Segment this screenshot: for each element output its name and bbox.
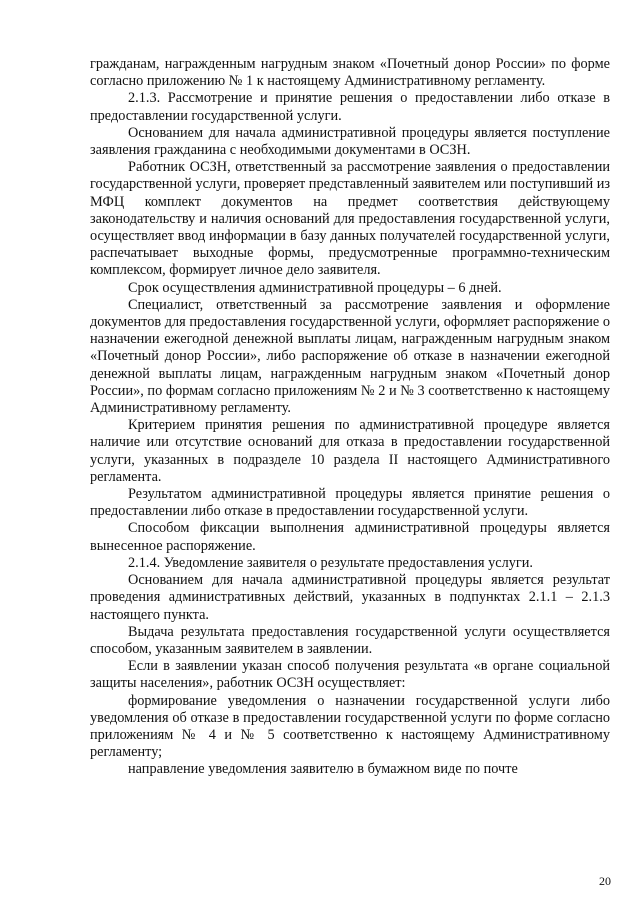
paragraph-13: Если в заявлении указан способ получения результата «в органе социальной защиты населения», работник ОСЗН осуществляет:	[90, 658, 610, 692]
paragraph-14: формирование уведомления о назначении государственной услуги либо уведомления об отказе в предоставлении государственной услуги по форме согласно приложениям № 4 и № 5 соответственно к настоящему Административному регламенту;	[90, 692, 610, 761]
page-number: 20	[599, 874, 611, 888]
paragraph-12: Выдача результата предоставления государственной услуги осуществляется способом, указанным заявителем в заявлении.	[90, 623, 610, 657]
paragraph-15: направление уведомления заявителю в бумажном виде по почте	[128, 761, 518, 778]
paragraph-7: Критерием принятия решения по административной процедуре является наличие или отсутствие оснований для отказа в предоставлении государственной услуги, указанных в подразделе 10 раздела II настоящего Административного регламента.	[90, 417, 610, 485]
paragraph-6: Специалист, ответственный за рассмотрение заявления и оформление документов для предоставления государственной услуги, оформляет распоряжение о назначении ежегодной денежной выплаты лицам, награжденным нагрудным знаком «Почетный донор России», либо распоряжение об отказе в назначении ежегодной денежной выплаты лицам, награжденным нагрудным знаком «Почетный донор России», по формам согласно приложениям № 2 и № 3 соответственно к настоящему Административному регламенту.	[90, 296, 610, 417]
paragraph-4: Работник ОСЗН, ответственный за рассмотрение заявления о предоставлении государственной услуги, проверяет представленный заявителем или поступивший из МФЦ комплект документов на предмет соответствия действующему законодательству и наличия оснований для предоставления государственной услуги, осуществляет ввод информации в базу данных получателей государственной услуги, распечатывает выходные формы, предусмотренные программно-техническим комплексом, формирует личное дело заявителя.	[90, 159, 610, 279]
document-body	[90, 56, 610, 779]
paragraph-8: Результатом административной процедуры является принятие решения о предоставлении либо отказе в предоставлении государственной услуги.	[90, 486, 610, 520]
paragraph-3: Основанием для начала административной процедуры является поступление заявления гражданина с необходимыми документами в ОСЗН.	[90, 124, 610, 159]
paragraph-11: Основанием для начала административной процедуры является результат проведения административных действий, указанных в подпунктах 2.1.1 – 2.1.3 настоящего пункта.	[90, 572, 610, 623]
paragraph-2: 2.1.3. Рассмотрение и принятие решения о предоставлении либо отказе в предоставлении государственной услуги.	[90, 90, 610, 124]
paragraph-5: Срок осуществления административной процедуры – 6 дней.	[128, 279, 502, 296]
paragraph-1: гражданам, награжденным нагрудным знаком «Почетный донор России» по форме согласно приложению № 1 к настоящему Административному регламенту.	[90, 56, 610, 90]
paragraph-9: Способом фиксации выполнения административной процедуры является вынесенное распоряжение.	[90, 520, 610, 554]
paragraph-10: 2.1.4. Уведомление заявителя о результате предоставления услуги.	[128, 554, 533, 571]
